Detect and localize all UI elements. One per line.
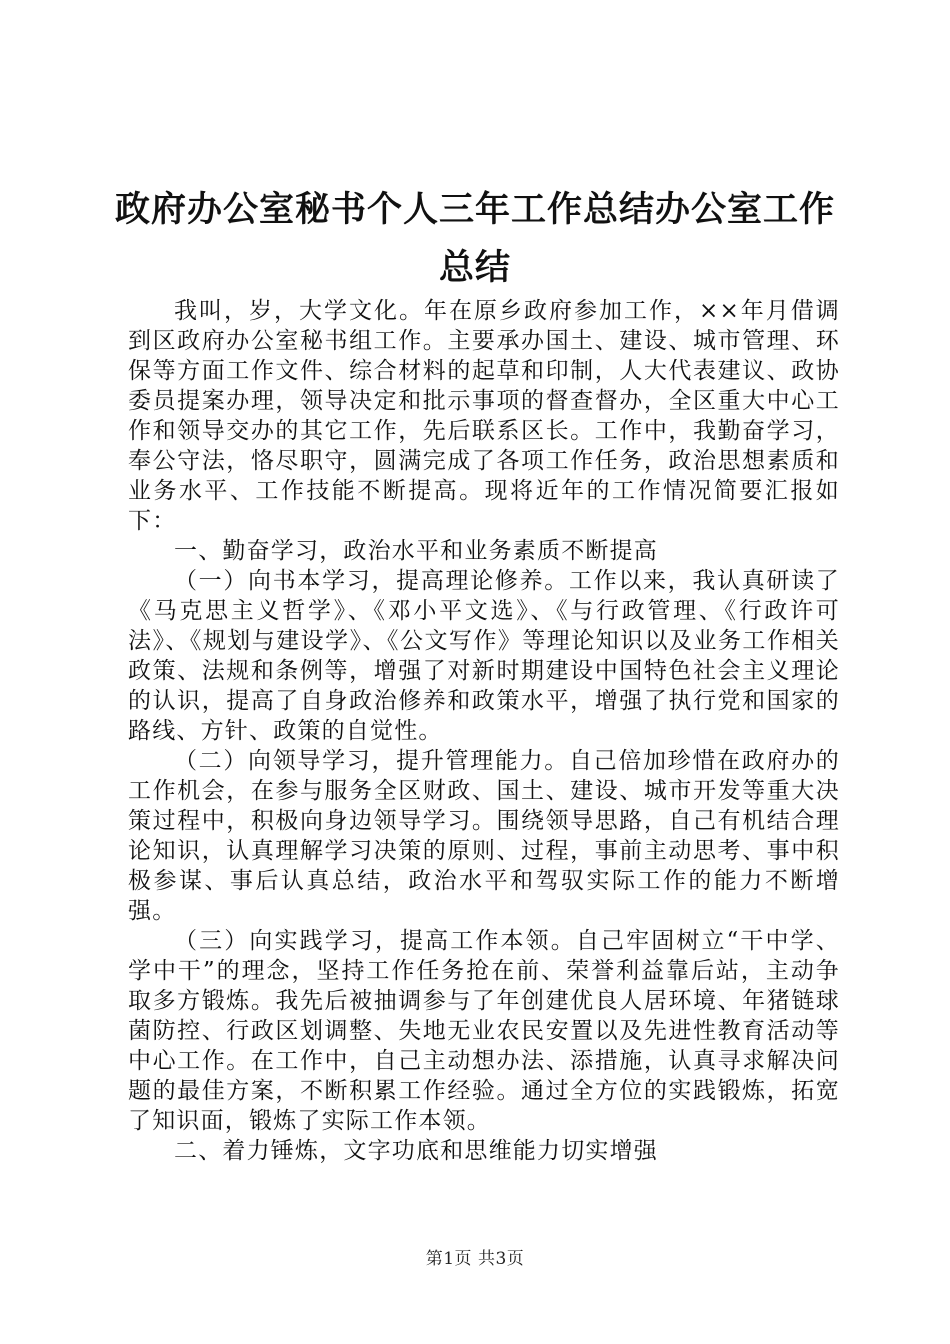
paragraph-study-books: （一）向书本学习，提高理论修养。工作以来，我认真研读了《马克思主义哲学》、《邓小平文选》、《与行政管理、《行政许可法》、《规划与建设学》、《公文写作》等理论知识以及业务工作相关政策、法规和条例等，增强了对新时期建设中国特色社会主义理论的认识，提高了自身政治修养和政策水平，增强了执行党和国家的路线、方针、政策的自觉性。 [128,568,840,744]
paragraph-study-leaders: （二）向领导学习，提升管理能力。自己倍加珍惜在政府办的工作机会，在参与服务全区财政、国土、建设、城市开发等重大决策过程中，积极向身边领导学习。围绕领导思路，自己有机结合理论知识，认真理解学习决策的原则、过程，事前主动思考、事中积极参谋、事后认真总结，政治水平和驾驭实际工作的能力不断增强。 [128,748,840,924]
section-heading-1: 一、勤奋学习，政治水平和业务素质不断提高 [174,538,658,564]
document-title-line-1: 政府办公室秘书个人三年工作总结办公室工作 [114,190,835,230]
page-footer: 第1页 共3页 [425,1249,525,1269]
document-title-line-2: 总结 [438,248,511,288]
document-body [128,296,840,1166]
paragraph-study-practice: （三）向实践学习，提高工作本领。自己牢固树立“干中学、学中干”的理念，坚持工作任务抢在前、荣誉利益靠后站，主动争取多方锻炼。我先后被抽调参与了年创建优良人居环境、年猪链球菌防控、行政区划调整、失地无业农民安置以及先进性教育活动等中心工作。在工作中，自己主动想办法、添措施，认真寻求解决问题的最佳方案，不断积累工作经验。通过全方位的实践锻炼，拓宽了知识面，锻炼了实际工作本领。 [128,928,840,1134]
paragraph-intro: 我叫，岁，大学文化。年在原乡政府参加工作，××年月借调到区政府办公室秘书组工作。主要承办国土、建设、城市管理、环保等方面工作文件、综合材料的起草和印制，人大代表建议、政协委员提案办理，领导决定和批示事项的督查督办，全区重大中心工作和领导交办的其它工作，先后联系区长。工作中，我勤奋学习，奉公守法，恪尽职守，圆满完成了各项工作任务，政治思想素质和业务水平、工作技能不断提高。现将近年的工作情况简要汇报如下： [128,298,840,534]
section-heading-2: 二、着力锤炼，文字功底和思维能力切实增强 [174,1138,658,1164]
